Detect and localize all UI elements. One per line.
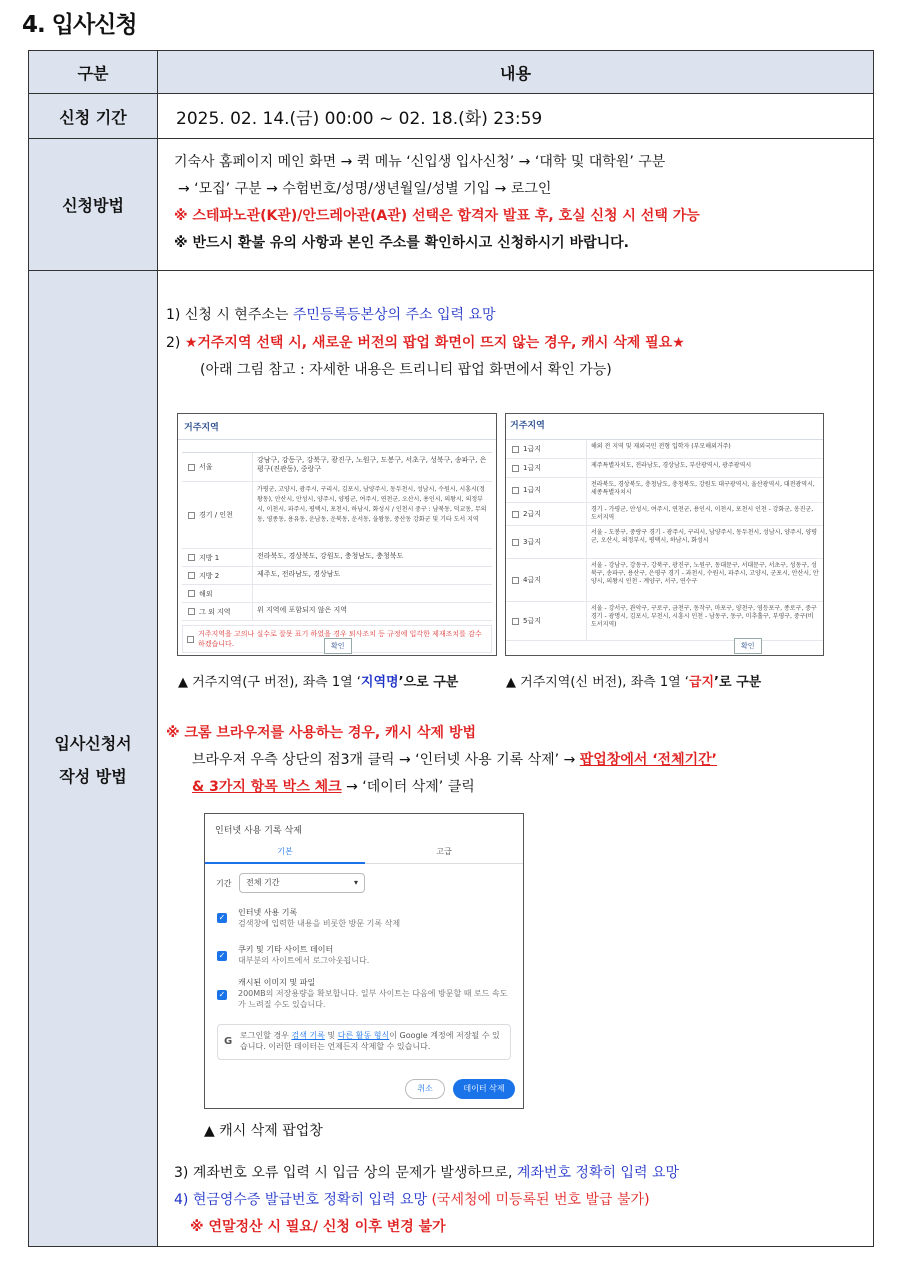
old-region-row[interactable] [182,453,492,482]
row-method [29,139,874,271]
method-content [158,139,874,271]
google-note-a: 로그인할 경우 [240,1031,292,1040]
region-checkbox[interactable] [512,539,519,546]
caption-new-prefix: ▲ 거주지역(신 버전), 좌측 1열 ‘ [506,675,689,690]
region-checkbox[interactable] [188,554,195,561]
header-content: 내용 [158,51,874,94]
header-category: 구분 [29,51,158,94]
region-checkbox[interactable] [188,590,195,597]
guide-item-3-highlight: 계좌번호 정확히 입력 요망 [516,1165,679,1181]
caption-new-version [506,671,761,690]
old-region-name: 지방 2 [199,571,220,580]
guide-item-4-red: (국세청에 미등록된 번호 발급 불가) [431,1192,650,1208]
new-region-row[interactable] [506,602,823,641]
checkbox-cache[interactable]: ✓ [218,990,226,999]
guide-item-2-prefix: 2) [166,335,185,351]
google-note-b: 및 [324,1031,338,1040]
new-region-grade-cell [506,575,586,585]
old-region-name-cell [182,607,252,617]
old-region-name: 경기 / 인천 [199,511,233,519]
chrome-step-a: 브라우저 우측 상단의 점3개 클릭 → ‘인터넷 사용 기록 삭제’ → [192,752,580,768]
region-checkbox[interactable] [512,618,519,625]
period-label: 기간 [216,879,232,888]
caption-old-prefix: ▲ 거주지역(구 버전), 좌측 1열 ‘ [178,675,361,690]
delete-data-button[interactable]: 데이터 삭제 [453,1079,515,1099]
old-region-row[interactable] [182,585,492,603]
label-period: 신청 기간 [29,94,158,139]
caption-old-key: 지역명 [360,675,399,690]
google-note-c: 이 Google 계정에 저장될 수 있습니다. 이러한 데이터는 언제든지 삭제할 수 있습니다. [240,1031,500,1051]
region-checkbox[interactable] [512,577,519,584]
caption-old-version [178,671,458,690]
new-region-grade: 4급지 [523,576,541,584]
new-region-detail: 해외 전 지역 및 재외국민 전형 입학자 (부모해외거주) [586,440,823,458]
item-cache-desc: 200MB의 저장용량을 확보합니다. 일부 사이트는 다음에 방문할 때 로드 속도가 느려질 수도 있습니다. [238,989,508,1009]
guide-item-2-highlight: ★거주지역 선택 시, 새로운 버전의 팝업 화면이 뜨지 않는 경우, 캐시 삭제 필요★ [184,335,685,351]
new-region-grade-cell [506,444,586,454]
region-checkbox[interactable] [188,608,195,615]
caption-new-suffix: ’로 구분 [714,675,762,690]
guide-item-3 [174,1162,679,1182]
method-note-refund: ※ 반드시 환불 유의 사항과 본인 주소를 확인하시고 신청하시기 바랍니다. [174,235,629,251]
guide-item-2-note: (아래 그림 참고 : 자세한 내용은 트리니티 팝업 화면에서 확인 가능) [200,362,612,378]
google-icon: G [224,1036,233,1047]
old-region-row[interactable] [182,549,492,567]
region-checkbox[interactable] [188,572,195,579]
old-region-name: 해외 [199,589,213,598]
old-region-name: 서울 [199,463,213,471]
item-cache-title: 캐시된 이미지 및 파일 [238,978,316,987]
old-region-row[interactable] [182,567,492,585]
region-checkbox[interactable] [512,511,519,518]
new-region-detail: 제주특별자치도, 전라남도, 경상남도, 부산광역시, 광주광역시 [586,459,823,477]
guide-item-3-prefix: 3) 계좌번호 오류 입력 시 입금 상의 문제가 발생하므로, [174,1165,517,1181]
link-search-history[interactable]: 검색 기록 [291,1031,325,1040]
old-region-name-cell [182,462,252,472]
popup-caption: ▲ 캐시 삭제 팝업창 [204,1123,323,1139]
old-popup-ok-button[interactable]: 확인 [324,638,352,654]
guide-item-4-blue: 4) 현금영수증 발급번호 정확히 입력 요망 [174,1192,432,1208]
new-region-row[interactable] [506,559,823,602]
new-region-grade-cell [506,463,586,473]
section-heading: 4. 입사신청 [22,12,137,38]
new-region-detail: 서울 - 도봉구, 중랑구 경기 - 광주시, 구리시, 남양주시, 동두천시, 성남시, 양주시, 양평군, 오산시, 의정부시, 평택시, 하남시, 화성시 [586,526,823,558]
old-region-detail: 가평군, 고양시, 광주시, 구리시, 김포시, 남양주시, 동두천시, 성남시, 수원시, 시흥시(정왕동), 안산시, 안성시, 양주시, 양평군, 여주시, 연천군, 오산시, 용인시, 의왕시, 의정부시, 이천시, 파주시, 평택시, 포천시, 하남시, 화성시 / 인천시 중구 : 남북동, 덕교동, 무의동, 영종동, 용유동, 운남동, 운북동, 운서동, 을왕동, 중산동 강화군 및 기타 도서 지역 [252,482,492,548]
checkbox-history[interactable]: ✓ [218,913,226,922]
old-region-detail: 전라북도, 경상북도, 강원도, 충청남도, 충청북도 [252,549,492,566]
guide-item-1 [166,304,496,324]
old-region-detail: 위 지역에 포함되지 않은 지역 [252,603,492,620]
old-region-detail: 제주도, 전라남도, 경상남도 [252,567,492,584]
chrome-popup-title: 인터넷 사용 기록 삭제 [215,826,302,836]
new-region-grade: 1급지 [523,464,541,472]
guide-item-2 [166,332,685,352]
item-cookies-title: 쿠키 및 기타 사이트 데이터 [238,945,334,954]
old-region-name-cell [182,571,252,581]
caption-old-suffix: ’으로 구분 [398,675,459,690]
old-region-name: 그 외 지역 [199,607,231,616]
new-region-grade: 2급지 [523,510,541,518]
new-region-grade-cell [506,616,586,626]
new-region-popup-screenshot [505,413,824,656]
checkbox-cookies[interactable]: ✓ [218,951,226,960]
item-cookies-desc: 대부분의 사이트에서 로그아웃됩니다. [238,956,370,965]
guide-item-4 [174,1189,650,1209]
new-region-grade: 1급지 [523,445,541,453]
old-region-name: 지방 1 [199,553,220,562]
new-region-grade: 3급지 [523,538,541,546]
old-region-row[interactable] [182,482,492,549]
notice-checkbox[interactable] [187,636,194,643]
new-region-row[interactable] [506,526,823,559]
chrome-step-line2 [192,776,475,796]
label-form-guide-line2: 작성 방법 [59,766,127,786]
new-region-grade-cell [506,485,586,495]
period-select[interactable] [239,873,365,893]
new-popup-rows [506,439,823,641]
new-region-grade-cell [506,509,586,519]
guide-item-1-highlight: 주민등록등본상의 주소 입력 요망 [292,307,496,323]
new-region-detail: 서울 - 강서구, 관악구, 구로구, 금천구, 동작구, 마포구, 양천구, 영등포구, 종로구, 중구 경기 - 광명시, 김포시, 부천시, 시흥시 인천 - 남동구, 동구, 미추홀구, 부평구, 중구(비 도서지역) [586,602,823,640]
new-region-detail: 경기 - 가평군, 안성시, 여주시, 연천군, 용인시, 이천시, 포천시 인천 - 강화군, 옹진군, 도서지역 [586,503,823,525]
google-account-note [217,1024,511,1060]
guide-item-4-note: ※ 연말정산 시 필요/ 신청 이후 변경 불가 [190,1219,446,1235]
region-checkbox[interactable] [188,512,195,519]
label-form-guide [29,271,158,1247]
region-checkbox[interactable] [512,446,519,453]
new-region-row[interactable] [506,503,823,526]
tab-basic[interactable]: 기본 [205,842,365,864]
new-region-row[interactable] [506,478,823,503]
old-region-detail: 강남구, 강동구, 강북구, 광진구, 노원구, 도봉구, 서초구, 성북구, 송파구, 은평구(진관동), 중랑구 [252,453,492,481]
method-line-2: → ‘모집’ 구분 → 수험번호/성명/생년월일/성별 기입 → 로그인 [178,181,552,197]
item-history-desc: 검색창에 입력한 내용을 비롯한 방문 기록 삭제 [238,919,401,928]
caption-new-key: 급지 [688,675,715,690]
old-region-detail [252,585,492,602]
method-note-building: ※ 스테파노관(K관)/안드레아관(A관) 선택은 합격자 발표 후, 호실 신청 시 선택 가능 [174,208,700,224]
new-region-grade: 5급지 [523,617,541,625]
new-region-detail: 전라북도, 경상북도, 충청남도, 충청북도, 강원도 대구광역시, 울산광역시, 대전광역시, 세종특별자치시 [586,478,823,502]
region-checkbox[interactable] [512,465,519,472]
label-method: 신청방법 [29,139,158,271]
new-popup-title: 거주지역 [510,421,545,431]
chrome-popup-tabs [205,842,523,864]
chrome-cache-title: ※ 크롬 브라우저를 사용하는 경우, 캐시 삭제 방법 [166,725,477,741]
old-popup-title: 거주지역 [178,414,496,440]
chrome-step-line1 [192,749,717,769]
old-popup-notice-text: 거주지역을 고의나 실수로 잘못 표기 하였을 경우 퇴사조치 등 규정에 입각한 제재조치를 감수하겠습니다. [198,630,482,648]
old-popup-rows [182,452,492,621]
guide-item-1-prefix: 1) 신청 시 현주소는 [166,307,293,323]
period-select-value: 전체 기간 [246,878,280,887]
google-note-text [240,1030,506,1052]
new-region-detail: 서울 - 강남구, 강동구, 강북구, 광진구, 노원구, 동대문구, 서대문구, 서초구, 성동구, 성북구, 송파구, 용산구, 은평구 경기 - 과천시, 수원시, 파주시, 고양시, 군포시, 안산시, 안양시, 의왕시 인천 - 계양구, 서구, 연수구 [586,559,823,601]
region-checkbox[interactable] [512,487,519,494]
item-cookies [238,944,369,966]
old-region-row[interactable] [182,603,492,621]
cancel-button[interactable]: 취소 [405,1079,445,1099]
chrome-step-c: & 3가지 항목 박스 체크 [192,779,342,795]
old-region-popup-screenshot [177,413,497,656]
method-line-1: 기숙사 홈페이지 메인 화면 → 퀵 메뉴 ‘신입생 입사신청’ → ‘대학 및 대학원’ 구분 [174,154,666,170]
new-region-row[interactable] [506,459,823,478]
tab-advanced[interactable]: 고급 [436,847,452,856]
new-region-grade-cell [506,537,586,547]
region-checkbox[interactable] [188,464,195,471]
chrome-step-b: 팝업창에서 ‘전체기간’ [579,752,717,768]
old-region-name-cell [182,510,252,520]
chevron-down-icon: ▾ [353,878,358,887]
item-cache [238,977,510,1010]
chrome-clear-data-popup [204,813,524,1109]
new-popup-ok-button[interactable]: 확인 [734,638,762,654]
new-region-row[interactable] [506,440,823,459]
label-form-guide-line1: 입사신청서 [54,733,132,753]
row-period [29,94,874,139]
chrome-step-d: → ‘데이터 삭제’ 클릭 [341,779,475,795]
item-history [238,907,400,929]
item-history-title: 인터넷 사용 기록 [238,908,298,917]
old-region-name-cell [182,553,252,563]
table-header-row [29,51,874,94]
old-region-name-cell [182,589,252,599]
link-other-activity[interactable]: 다른 활동 형식 [337,1031,390,1040]
period-value: 2025. 02. 14.(금) 00:00 ~ 02. 18.(화) 23:59 [158,94,874,139]
new-region-grade: 1급지 [523,486,541,494]
